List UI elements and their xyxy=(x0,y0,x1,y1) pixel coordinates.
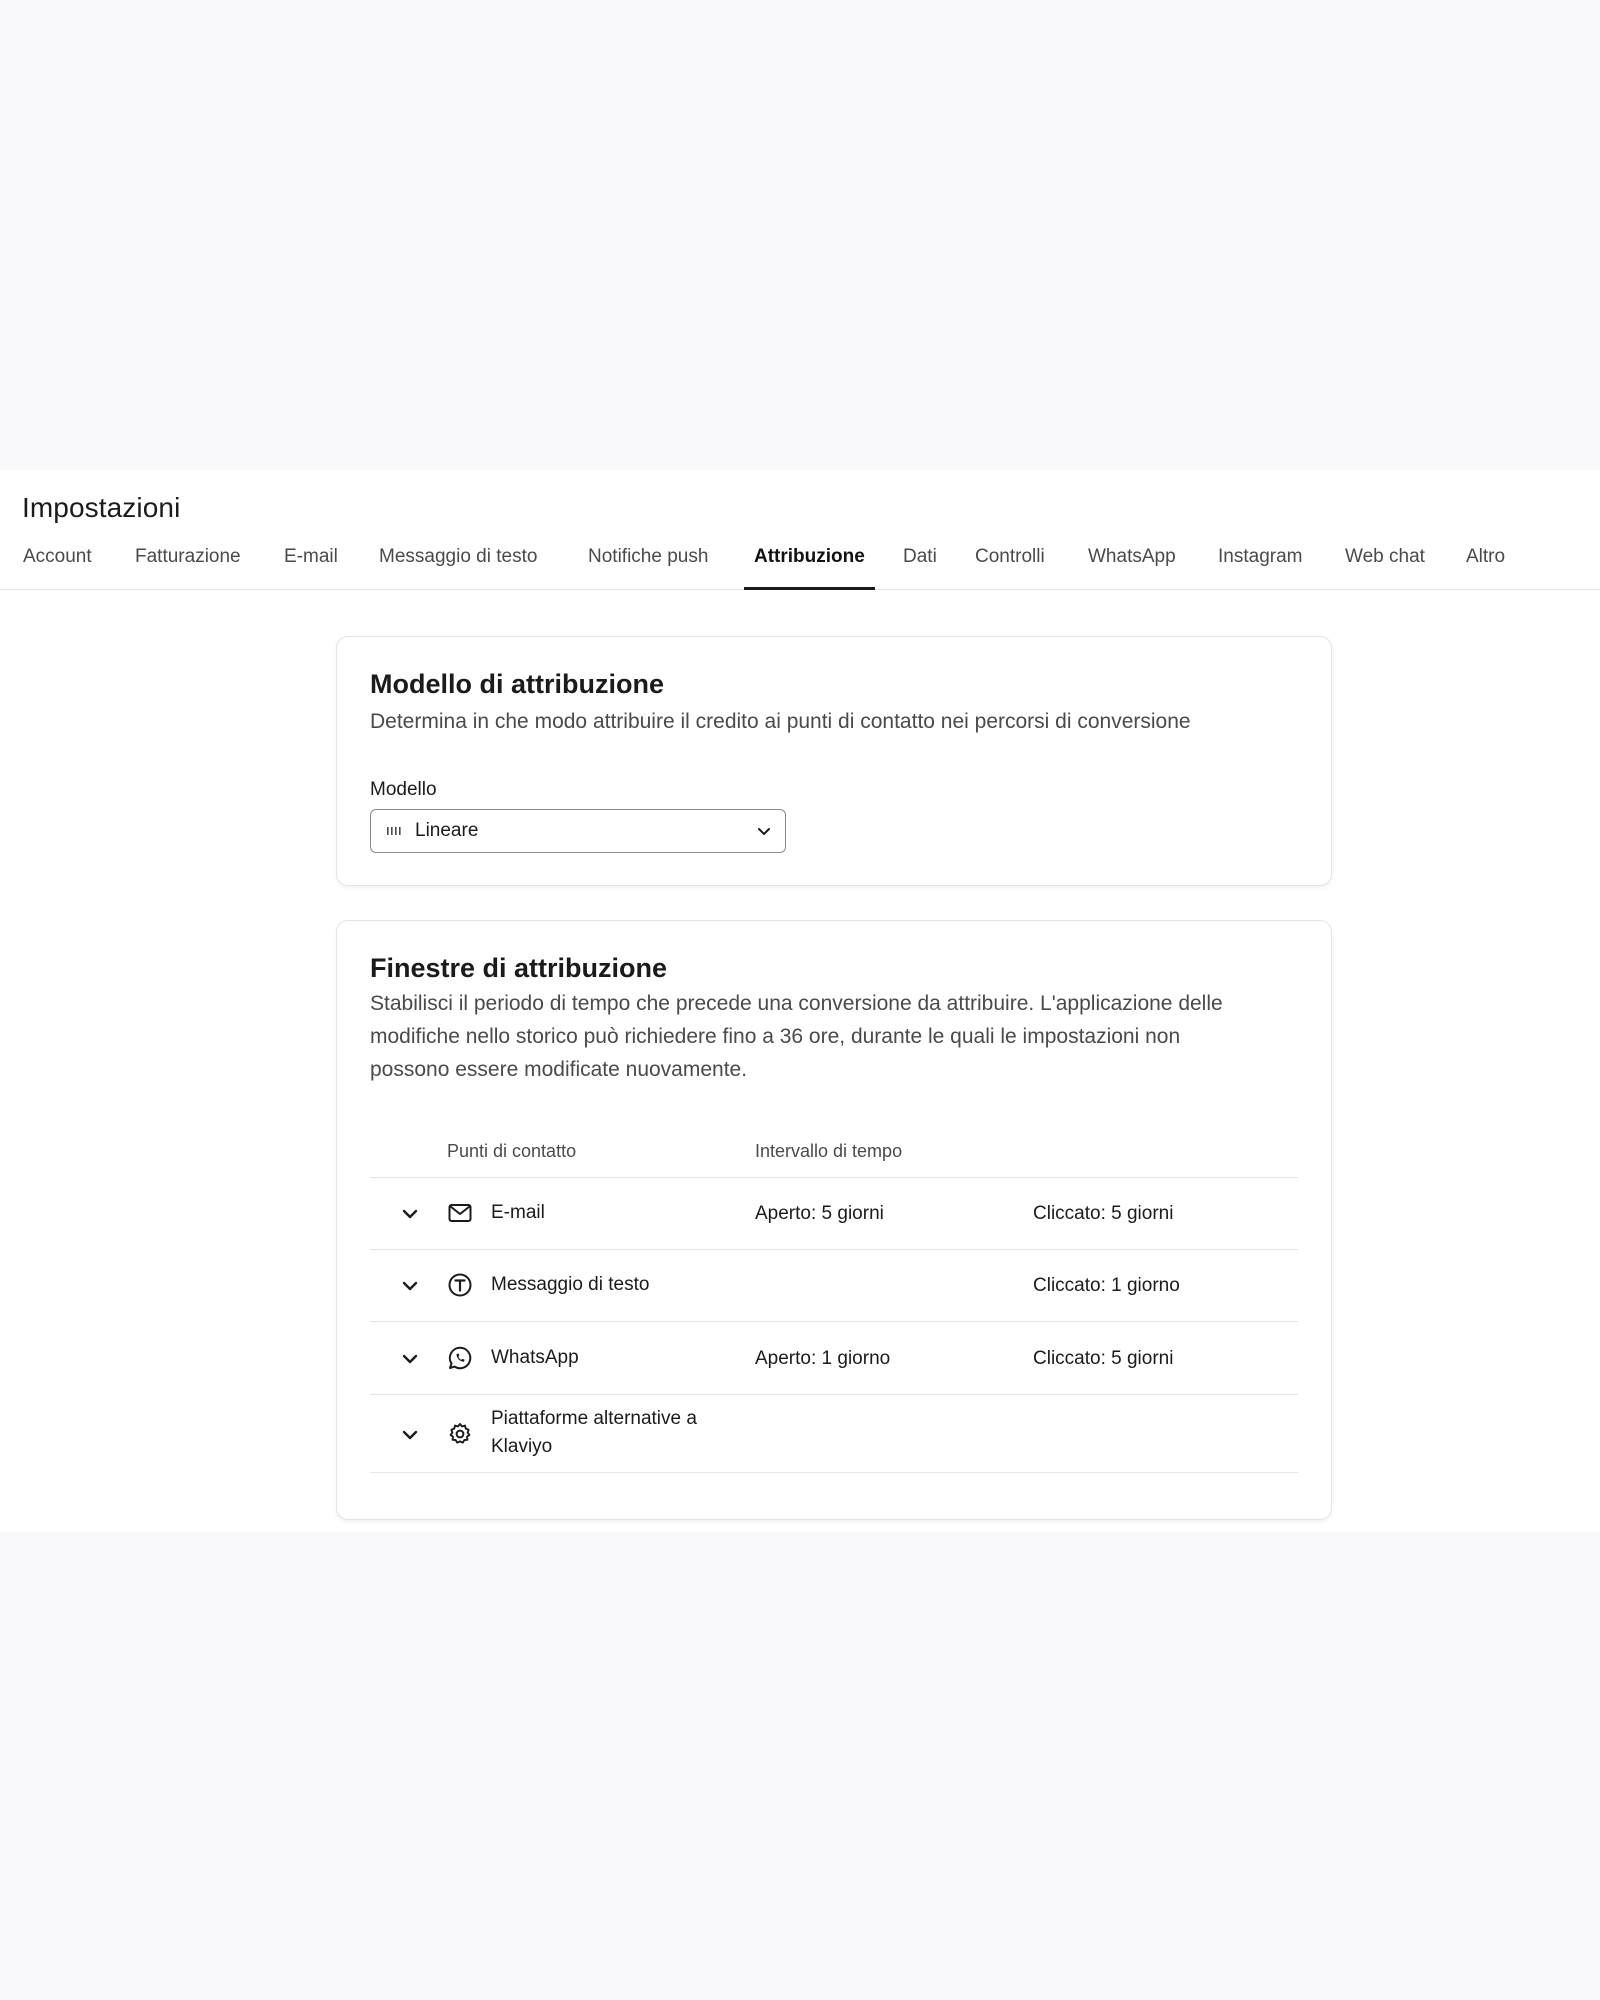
windows-card-title: Finestre di attribuzione xyxy=(370,953,668,983)
column-header-interval: Intervallo di tempo xyxy=(755,1141,903,1161)
linear-bars-icon xyxy=(385,822,403,840)
tab-altro[interactable]: Altro xyxy=(1466,546,1506,567)
row-clicked-value: Cliccato: 1 giorno xyxy=(1033,1275,1180,1296)
row-label-line: Piattaforme alternative a xyxy=(491,1408,697,1429)
tab-attribuzione[interactable]: Attribuzione xyxy=(744,540,875,590)
tab-email[interactable]: E-mail xyxy=(284,546,338,567)
top-background xyxy=(0,0,1600,470)
bottom-background xyxy=(0,1532,1600,2000)
tab-controlli[interactable]: Controlli xyxy=(975,546,1045,567)
row-clicked-value: Cliccato: 5 giorni xyxy=(1033,1348,1174,1369)
row-touchpoint-label: E-mail xyxy=(491,1202,545,1223)
tab-web-chat[interactable]: Web chat xyxy=(1345,546,1425,567)
description-line: modifiche nello storico può richiedere fino a 36 ore, durante le quali le impostazioni non xyxy=(370,1025,1181,1048)
tab-messaggio-di-testo[interactable]: Messaggio di testo xyxy=(379,546,538,567)
tab-account[interactable]: Account xyxy=(23,546,92,567)
model-card-title: Modello di attribuzione xyxy=(370,669,664,699)
description-line: possono essere modificate nuovamente. xyxy=(370,1058,748,1081)
row-touchpoint-label: WhatsApp xyxy=(491,1347,579,1368)
windows-card-description xyxy=(370,987,1223,1086)
tab-dati[interactable]: Dati xyxy=(903,546,937,567)
tab-instagram[interactable]: Instagram xyxy=(1218,546,1303,567)
settings-page xyxy=(0,470,1600,1532)
table-row[interactable] xyxy=(370,1321,1298,1394)
model-select-value: Lineare xyxy=(415,820,479,841)
model-field-label: Modello xyxy=(370,779,437,800)
table-row[interactable] xyxy=(370,1394,1298,1473)
row-touchpoint-label: Messaggio di testo xyxy=(491,1274,650,1295)
chevron-down-icon xyxy=(755,822,773,840)
chevron-down-icon[interactable] xyxy=(400,1276,420,1296)
page-title: Impostazioni xyxy=(22,492,181,523)
text-message-icon xyxy=(447,1272,473,1298)
row-opened-value: Aperto: 1 giorno xyxy=(755,1348,891,1369)
attribution-windows-card xyxy=(336,920,1332,1520)
envelope-icon xyxy=(447,1200,473,1226)
attribution-model-card xyxy=(336,636,1332,886)
chevron-down-icon[interactable] xyxy=(400,1204,420,1224)
model-card-description: Determina in che modo attribuire il credito ai punti di contatto nei percorsi di conversione xyxy=(370,710,1191,733)
gear-icon xyxy=(447,1421,473,1447)
tab-fatturazione[interactable]: Fatturazione xyxy=(135,546,241,567)
row-touchpoint-label xyxy=(491,1405,697,1461)
row-label-line: Klaviyo xyxy=(491,1436,553,1457)
row-clicked-value: Cliccato: 5 giorni xyxy=(1033,1203,1174,1224)
table-row[interactable] xyxy=(370,1249,1298,1321)
table-row[interactable] xyxy=(370,1177,1298,1249)
whatsapp-icon xyxy=(447,1345,473,1371)
row-opened-value: Aperto: 5 giorni xyxy=(755,1203,884,1224)
chevron-down-icon[interactable] xyxy=(400,1425,420,1445)
model-select[interactable] xyxy=(370,809,786,853)
column-header-touchpoints: Punti di contatto xyxy=(447,1141,577,1161)
settings-tabs xyxy=(0,540,1600,590)
description-line: Stabilisci il periodo di tempo che precede una conversione da attribuire. L'applicazione delle xyxy=(370,992,1223,1015)
chevron-down-icon[interactable] xyxy=(400,1349,420,1369)
tab-whatsapp[interactable]: WhatsApp xyxy=(1088,546,1176,567)
tab-notifiche-push[interactable]: Notifiche push xyxy=(588,546,709,567)
